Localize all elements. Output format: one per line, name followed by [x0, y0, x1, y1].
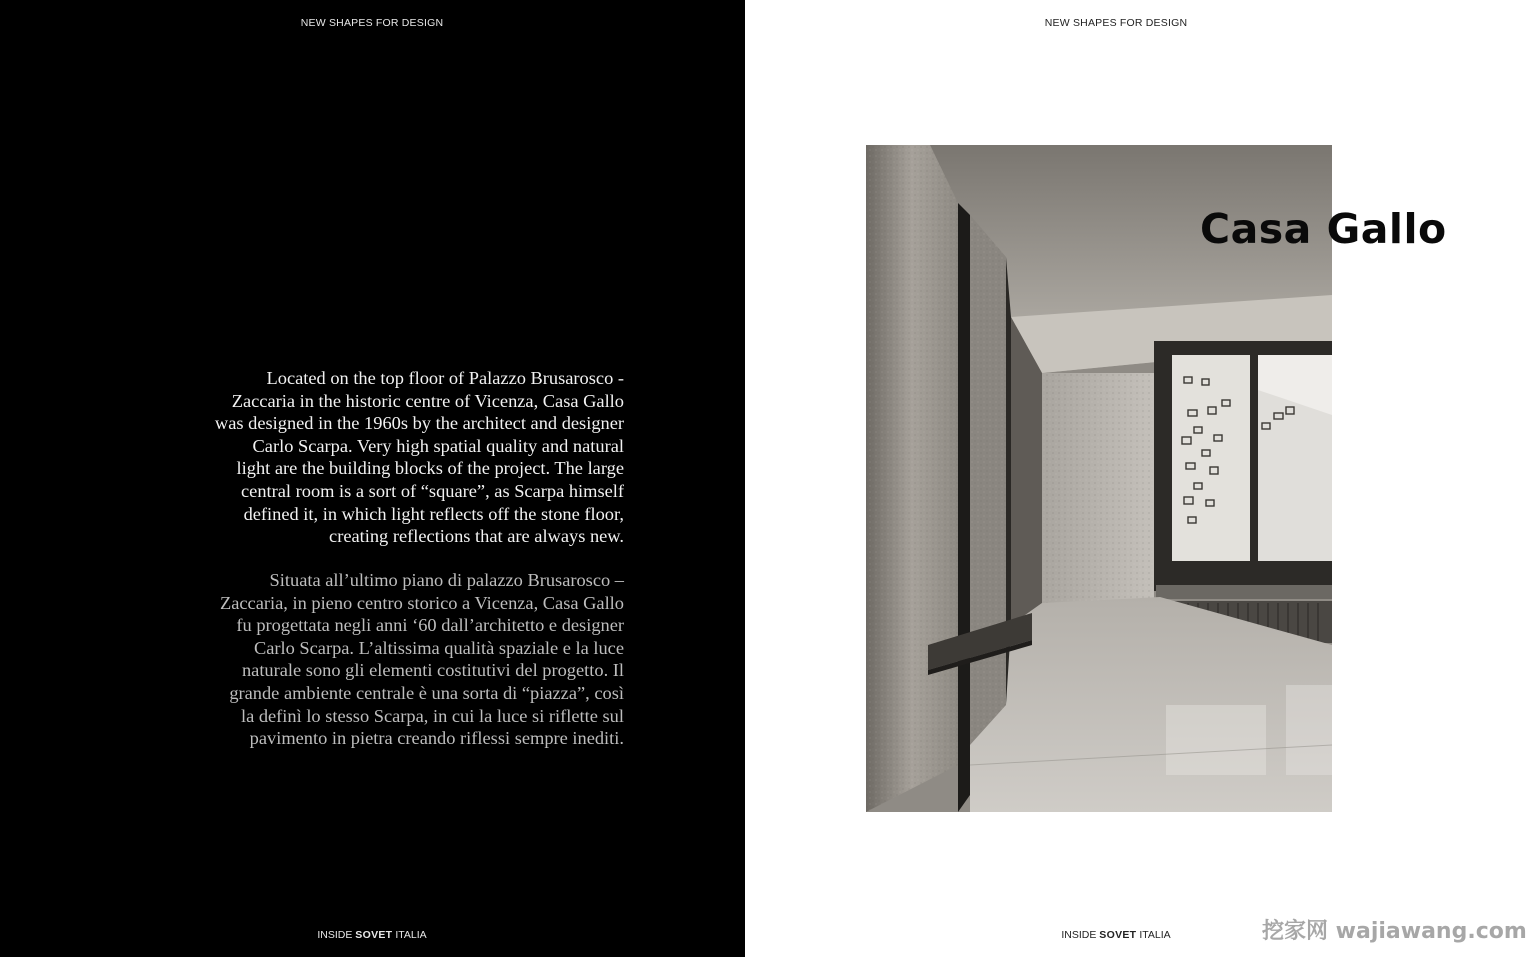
text-line: Located on the top floor of Palazzo Brusarosco - [266, 368, 624, 388]
footer-brand: SOVET [1099, 929, 1137, 941]
text-line: creating reflections that are always new. [329, 526, 624, 547]
footer-brand: SOVET [355, 929, 393, 941]
right-page [745, 0, 1488, 957]
footer-suffix: ITALIA [395, 929, 427, 941]
footer-right [966, 929, 1266, 941]
text-line: light are the building blocks of the project. The large [236, 458, 624, 479]
left-page [0, 0, 745, 957]
footer-prefix: INSIDE [317, 929, 353, 941]
text-line: was designed in the 1960s by the architect and designer [214, 413, 624, 434]
footer-left [222, 929, 522, 941]
body-text-english [150, 367, 624, 548]
text-line: Carlo Scarpa. L’altissima qualità spaziale e la luce [253, 637, 624, 658]
page-title: Casa Gallo [1200, 205, 1447, 253]
text-line: central room is a sort of “square”, as Scarpa himself [241, 480, 624, 501]
footer-prefix: INSIDE [1061, 929, 1097, 941]
watermark: 挖家网 wajiawang.com [1262, 919, 1527, 944]
footer-suffix: ITALIA [1139, 929, 1171, 941]
text-line: grande ambiente centrale è una sorta di “piazza”, così [229, 682, 624, 703]
running-head-right: NEW SHAPES FOR DESIGN [1044, 17, 1188, 29]
text-line: Zaccaria, in pieno centro storico a Vicenza, Casa Gallo [220, 592, 624, 613]
text-line: defined it, in which light reflects off the stone floor, [243, 503, 624, 524]
text-line: pavimento in pietra creando riflessi sempre inediti. [249, 728, 624, 749]
text-line: Zaccaria in the historic centre of Vicenza, Casa Gallo [231, 390, 624, 411]
text-line: naturale sono gli elementi costitutivi del progetto. Il [241, 660, 624, 681]
running-head-left: NEW SHAPES FOR DESIGN [300, 17, 444, 29]
text-line: fu progettata negli anni ‘60 dall’architetto e designer [236, 615, 624, 636]
text-line: Situata all’ultimo piano di palazzo Brusarosco – [269, 570, 624, 590]
text-line: la definì lo stesso Scarpa, in cui la luce si riflette sul [240, 705, 624, 726]
body-text-italian [150, 569, 624, 750]
text-line: Carlo Scarpa. Very high spatial quality and natural [252, 435, 624, 456]
